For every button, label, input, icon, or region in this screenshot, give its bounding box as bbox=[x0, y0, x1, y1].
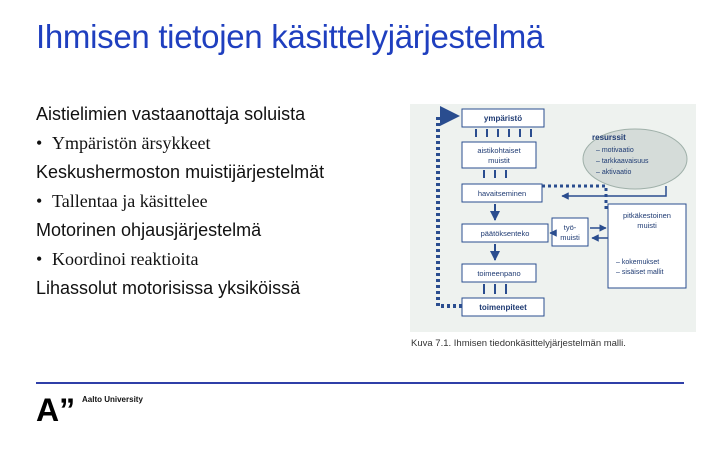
execution-arrows bbox=[484, 284, 506, 294]
actions-label: toimenpiteet bbox=[479, 303, 527, 312]
resources-item: – tarkkaavaisuus bbox=[596, 158, 649, 165]
bullet-dot: • bbox=[36, 133, 43, 153]
bullet-subitem bbox=[36, 129, 416, 158]
bullet-subitem bbox=[36, 245, 416, 274]
sensory-memory-label: aistikohtaiset bbox=[477, 146, 521, 155]
bullet-heading: Keskushermoston muistijärjestelmät bbox=[36, 162, 325, 182]
university-name: Aalto University bbox=[82, 395, 143, 404]
bullet-heading: Aistielimien vastaanottaja soluista bbox=[36, 104, 306, 124]
bullet-heading: Lihassolut motorisissa yksiköissä bbox=[36, 278, 301, 298]
footer-rule bbox=[36, 382, 684, 384]
environment-label: ympäristö bbox=[483, 114, 523, 123]
figure-diagram bbox=[410, 104, 696, 332]
bullet-subitem bbox=[36, 187, 416, 216]
sensory-arrows bbox=[484, 170, 506, 178]
bullet-subitem-text: Koordinoi reaktioita bbox=[52, 249, 199, 269]
decision-label: päätöksenteko bbox=[480, 229, 530, 238]
figure-caption: Kuva 7.1. Ihmisen tiedonkäsittelyjärjestelmän malli. bbox=[410, 332, 697, 356]
ltm-item: – sisäiset mallit bbox=[616, 269, 664, 276]
environment-arrows bbox=[476, 129, 531, 137]
working-memory-label: muisti bbox=[560, 233, 580, 242]
ltm-item: – kokemukset bbox=[616, 259, 660, 266]
slide-title: Ihmisen tietojen käsittelyjärjestelmä bbox=[36, 18, 544, 55]
bullet-subitem-text: Tallentaa ja käsittelee bbox=[52, 191, 208, 211]
feedback-loop-line bbox=[438, 116, 462, 306]
aalto-logo bbox=[36, 393, 76, 423]
perception-label: havaitseminen bbox=[477, 189, 527, 198]
bullet-heading: Motorinen ohjausjärjestelmä bbox=[36, 220, 262, 240]
long-term-memory-label: pitkäkestoinen bbox=[623, 211, 671, 220]
resources-item: – aktivaatio bbox=[596, 169, 632, 176]
working-memory-label: työ- bbox=[563, 223, 577, 232]
bullet-dot: • bbox=[36, 249, 43, 269]
sensory-memory-label: muistit bbox=[488, 156, 510, 165]
resources-item: – motivaatio bbox=[596, 147, 634, 154]
bullet-subitem-text: Ympäristön ärsykkeet bbox=[52, 133, 211, 153]
resources-title: resurssit bbox=[592, 133, 626, 142]
information-processing-figure bbox=[410, 104, 696, 356]
bullet-list bbox=[36, 100, 416, 303]
bullet-dot: • bbox=[36, 191, 43, 211]
aalto-logo-text: A” bbox=[36, 393, 76, 423]
long-term-memory-label: muisti bbox=[637, 221, 657, 230]
execution-label: toimeenpano bbox=[477, 269, 521, 278]
connector-line bbox=[542, 186, 610, 210]
